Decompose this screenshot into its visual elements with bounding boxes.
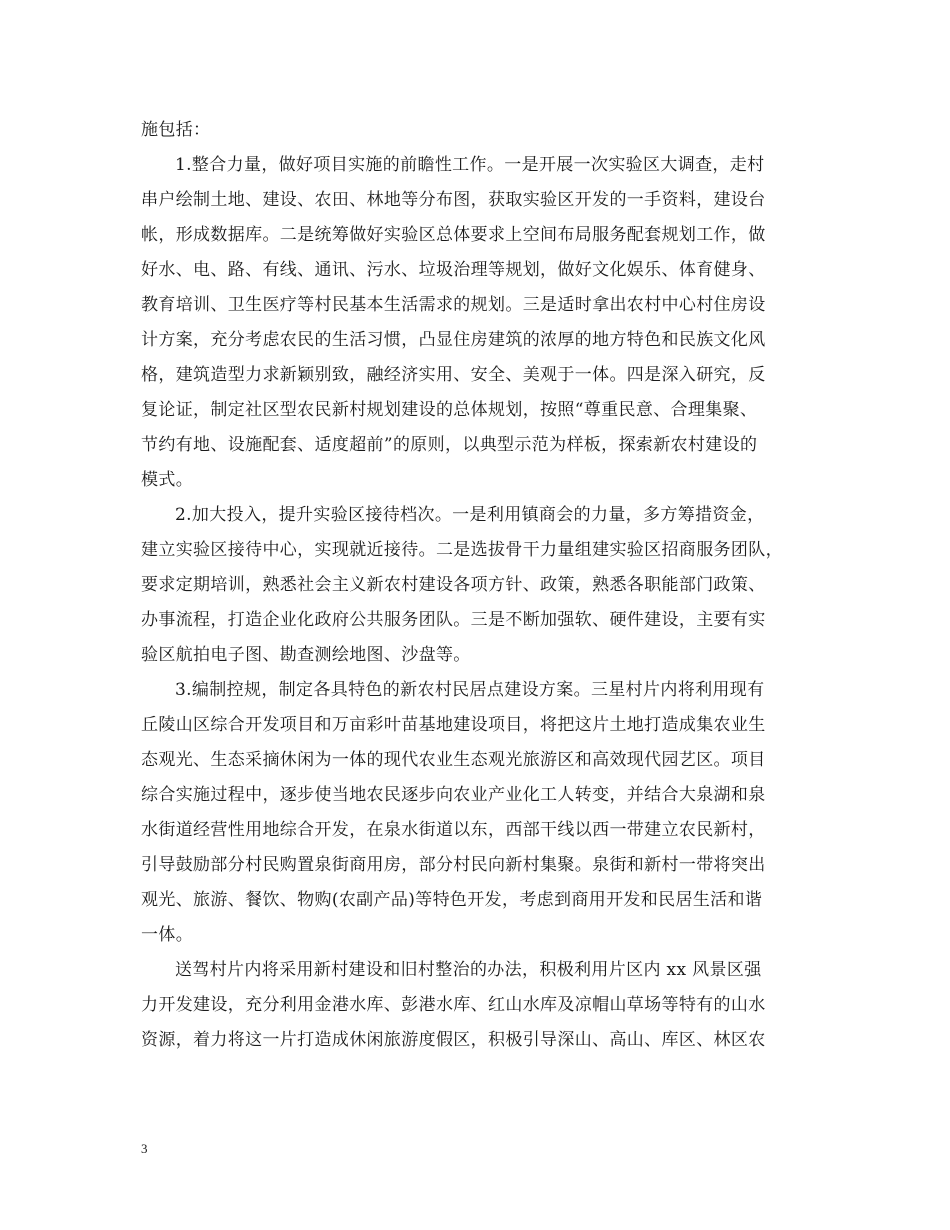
- text-line: 好水、电、路、有线、通讯、污水、垃圾治理等规划，做好文化娱乐、体育健身、: [141, 260, 766, 280]
- text-line: 2.加大投入，提升实验区接待档次。一是利用镇商会的力量，多方筹措资金，: [175, 505, 765, 525]
- text-line: 建立实验区接待中心，实现就近接待。二是选拔骨干力量组建实验区招商服务团队，: [141, 540, 783, 560]
- text-line: 3.编制控规，制定各具特色的新农村民居点建设方案。三星村片内将利用现有: [175, 680, 765, 700]
- text-line: 格，建筑造型力求新颖别致，融经济实用、安全、美观于一体。四是深入研究，反: [141, 365, 766, 385]
- text-line: 帐，形成数据库。二是统筹做好实验区总体要求上空间布局服务配套规划工作，做: [141, 225, 766, 245]
- text-line: 教育培训、卫生医疗等村民基本生活需求的规划。三是适时拿出农村中心村住房设: [141, 295, 766, 315]
- text-line: 办事流程，打造企业化政府公共服务团队。三是不断加强软、硬件建设，主要有实: [141, 610, 766, 630]
- text-line: 引导鼓励部分村民购置泉街商用房，部分村民向新村集聚。泉街和新村一带将突出: [141, 855, 766, 875]
- text-line: 验区航拍电子图、勘查测绘地图、沙盘等。: [141, 645, 471, 665]
- text-line: 1.整合力量，做好项目实施的前瞻性工作。一是开展一次实验区大调查，走村: [175, 155, 765, 175]
- text-line: 模式。: [141, 470, 194, 490]
- text-line: 水街道经营性用地综合开发，在泉水街道以东，西部干线以西一带建立农民新村，: [141, 820, 766, 840]
- text-line: 态观光、生态采摘休闲为一体的现代农业生态观光旅游区和高效现代园艺区。项目: [141, 750, 766, 770]
- text-line: 节约有地、设施配套、适度超前”的原则，以典型示范为样板，探索新农村建设的: [141, 435, 758, 455]
- text-line: 送驾村片内将采用新村建设和旧村整治的办法，积极利用片区内 xx 风景区强: [175, 960, 762, 980]
- text-line: 施包括：: [141, 120, 211, 140]
- text-line: 丘陵山区综合开发项目和万亩彩叶苗基地建设项目，将把这片土地打造成集农业生: [141, 715, 766, 735]
- text-line: 资源，着力将这一片打造成休闲旅游度假区，积极引导深山、高山、库区、林区农: [141, 1030, 766, 1050]
- text-line: 一体。: [141, 925, 194, 945]
- text-line: 力开发建设，充分利用金港水库、彭港水库、红山水库及凉帽山草场等特有的山水: [141, 995, 766, 1015]
- page-number: 3: [141, 1141, 148, 1156]
- text-line: 观光、旅游、餐饮、物购(农副产品)等特色开发，考虑到商用开发和民居生活和谐: [141, 890, 763, 910]
- text-line: 综合实施过程中，逐步使当地农民逐步向农业产业化工人转变，并结合大泉湖和泉: [141, 785, 766, 805]
- text-line: 复论证，制定社区型农民新村规划建设的总体规划，按照“尊重民意、合理集聚、: [141, 400, 758, 420]
- text-line: 要求定期培训，熟悉社会主义新农村建设各项方针、政策，熟悉各职能部门政策、: [141, 575, 766, 595]
- text-line: 串户绘制土地、建设、农田、林地等分布图，获取实验区开发的一手资料，建设台: [141, 190, 766, 210]
- text-line: 计方案，充分考虑农民的生活习惯，凸显住房建筑的浓厚的地方特色和民族文化风: [141, 330, 766, 350]
